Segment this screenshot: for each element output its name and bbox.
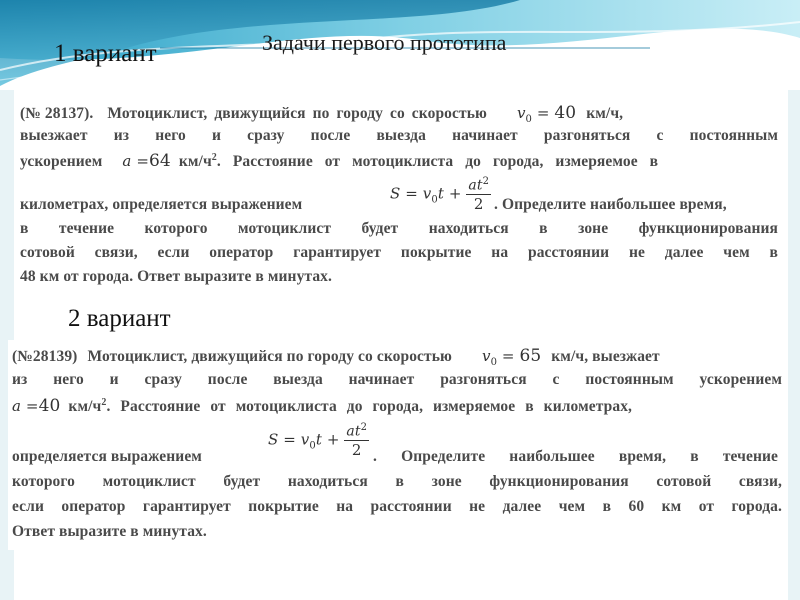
task-2-line-4-end: . Определите наибольшее время, в течение [373, 448, 778, 465]
task-2-line-1: (№28139) Мотоциклист, движущийся по городу со скоростью $v_0 = 65$ км/ч, выезжает [12, 346, 660, 368]
task-1-a-value: 64 [149, 151, 171, 171]
task-2-id: (№28139) [12, 348, 78, 365]
task-1-line-2: выезжает из него и сразу после выезда начинает разгоняться с постоянным [20, 127, 778, 144]
task-2-line-2: из него и сразу после выезда начинает разгоняться с постоянным ускорением [12, 371, 782, 388]
task-1-speed-unit: км/ч, [586, 105, 624, 122]
task-1-id: (№ 28137). [20, 105, 94, 122]
variant-2-label: 2 вариант [68, 305, 171, 332]
task-2-line-6: если оператор гарантирует покрытие на расстоянии не далее чем в 60 км от города. [12, 498, 782, 515]
variant-1-label: 1 вариант [54, 40, 157, 67]
task-1-line-1: (№ 28137). Мотоциклист, движущийся по городу со скоростью $v_0 = 40$ км/ч, [20, 103, 624, 125]
slide-title: Задачи первого прототипа [262, 30, 507, 55]
task-2-card [8, 340, 786, 550]
task-1-card [16, 96, 784, 292]
task-1-line-6: сотовой связи, если оператор гарантирует покрытие на расстоянии не далее чем в [20, 244, 778, 261]
task-2-speed-unit: км/ч, выезжает [551, 348, 660, 365]
task-1-line-7: 48 км от города. Ответ выразите в минутах. [20, 268, 333, 285]
task-1-text-1: Мотоциклист, движущийся по городу со скоростью [107, 105, 487, 122]
task-2-line-5: которого мотоциклист будет находиться в зоне функционирования сотовой связи, [12, 473, 782, 490]
task-1-line-3: ускорением a =64 $км/ч^2$. Расстояние от мотоциклиста до города, измеряемое в [20, 151, 659, 171]
task-1-v0-value: 40 [554, 103, 577, 123]
right-edge-strip [788, 90, 800, 600]
task-1-v0-symbol: $v_0$ [516, 104, 532, 125]
task-2-distance-formula: $S = v_0t$ + $\frac{at^2}{2}$ [268, 422, 368, 459]
task-2-text-1: Мотоциклист, движущийся по городу со скоростью [87, 348, 452, 365]
task-2-line-3: a =40 $км/ч^2$. Расстояние от мотоциклиста до города, измеряемое в километрах, [12, 396, 633, 416]
task-2-a-value: 40 [38, 396, 61, 416]
task-1-line-4: километрах, определяется выражением [20, 196, 303, 213]
task-2-line-4: определяется выражением [12, 448, 202, 465]
task-2-v0-value: 65 [519, 346, 542, 366]
task-1-line-4-end: . Определите наибольшее время, [494, 196, 727, 213]
task-1-line-5: в течение которого мотоциклист будет находиться в зоне функционирования [20, 220, 778, 237]
task-2-v0-symbol: $v_0$ [481, 347, 498, 368]
task-2-line-7: Ответ выразите в минутах. [12, 523, 207, 540]
task-1-distance-formula: $S = v_0t$ + $\frac{at^2}{2}$ [390, 176, 490, 213]
